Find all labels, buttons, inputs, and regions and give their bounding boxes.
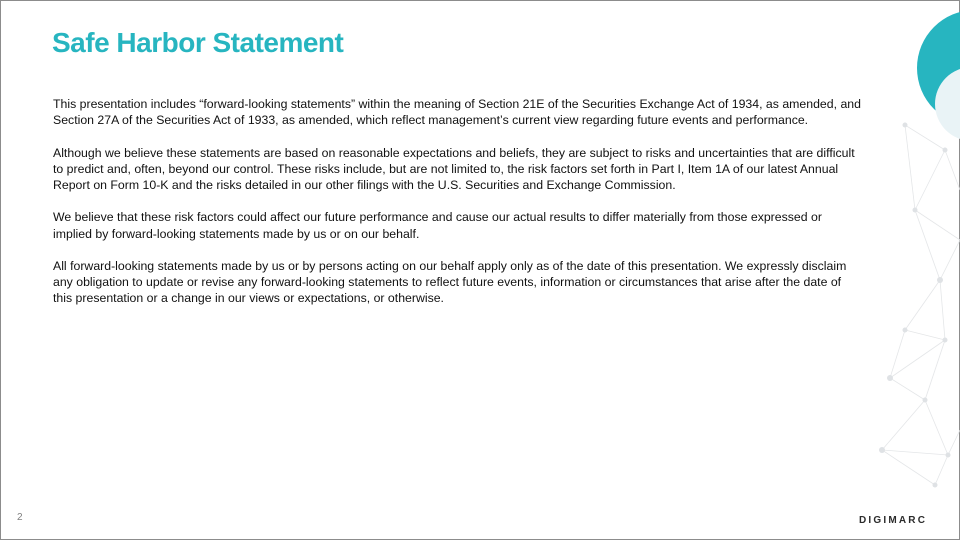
digimarc-logo: DIGIMARC <box>859 515 928 526</box>
paragraph-risk-factors: We believe that these risk factors could affect our future performance and cause our actual results to differ materially from those expressed or implied by forward-looking statements made by us or on our behalf. <box>53 210 822 241</box>
slide-title: Safe Harbor Statement <box>52 27 344 58</box>
slide-number: 2 <box>17 512 23 523</box>
decorative-graphic <box>860 0 960 540</box>
paragraph-forward-looking: This presentation includes “forward-looking statements” within the meaning of Section 21E of the Securities Exchange Act of 1934, as amended, and Section 27A of the Securities Act of 1933, as amended, which reflect management’s current view regarding future events and performance. <box>53 97 861 128</box>
paragraph-obligation: All forward-looking statements made by us or by persons acting on our behalf apply only as of the date of this presentation. We expressly disclaim any obligation to update or revise any forward-looking statements to reflect future events, information or circumstances that arise after the date of this presentation or a change in our views or expectations, or otherwise. <box>53 258 847 306</box>
disclaimer-body <box>53 96 863 323</box>
network-graph-icon <box>882 125 960 485</box>
paragraph-risks: Although we believe these statements are based on reasonable expectations and beliefs, they are subject to risks and uncertainties that are difficult to predict and, often, beyond our control. These risks include, but are not limited to, the risk factors set forth in Part I, Item 1A of our latest Annual Report on Form 10-K and the risks detailed in our other filings with the U.S. Securities and Exchange Commission. <box>53 145 855 192</box>
network-nodes <box>879 123 951 488</box>
